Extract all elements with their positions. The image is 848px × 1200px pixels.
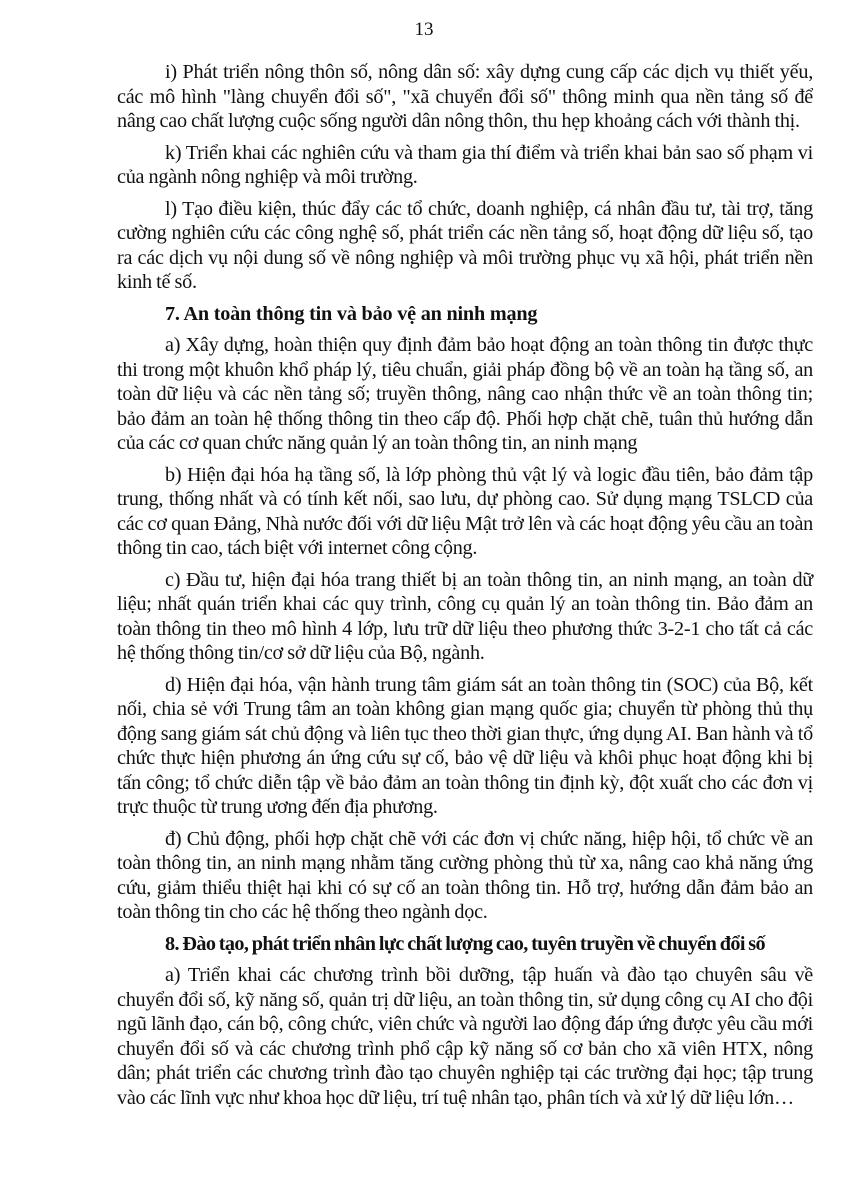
section-7-paragraph-a: a) Xây dựng, hoàn thiện quy định đảm bảo hoạt động an toàn thông tin được thực thi trong một khuôn khổ pháp lý, tiêu chuẩn, giải pháp đồng bộ về an toàn hạ tầng số, an toàn dữ liệu và các nền tảng số; truyền thông, nâng cao nhận thức về an toàn thông tin; bảo đảm an toàn hệ thống thông tin theo cấp độ. Phối hợp chặt chẽ, tuân thủ hướng dẫn của các cơ quan chức năng quản lý an toàn thông tin, an ninh mạng — [117, 334, 813, 454]
section-7-paragraph-d: d) Hiện đại hóa, vận hành trung tâm giám sát an toàn thông tin (SOC) của Bộ, kết nối, chia sẻ với Trung tâm an toàn không gian mạng quốc gia; chuyển từ phòng thủ thụ động sang giám sát chủ động và liên tục theo thời gian thực, ứng dụng AI. Ban hành và tổ chức thực hiện phương án ứng cứu sự cố, bảo vệ dữ liệu và khôi phục hoạt động khi bị tấn công; tổ chức diễn tập về bảo đảm an toàn thông tin định kỳ, đột xuất cho các đơn vị trực thuộc từ trung ương đến địa phương. — [117, 673, 813, 818]
paragraph-i-digital-rural: i) Phát triển nông thôn số, nông dân số: xây dựng cung cấp các dịch vụ thiết yếu, các mô hình "làng chuyển đổi số", "xã chuyển đổi số" thông minh qua nền tảng số để nâng cao chất lượng cuộc sống người dân nông thôn, thu hẹp khoảng cách với thành thị. — [117, 61, 813, 132]
section-8-heading: 8. Đào tạo, phát triển nhân lực chất lượng cao, tuyên truyền về chuyển đổi số — [165, 932, 766, 955]
paragraph-l-investment: l) Tạo điều kiện, thúc đẩy các tổ chức, doanh nghiệp, cá nhân đầu tư, tài trợ, tăng cường nghiên cứu các công nghệ số, phát triển các nền tảng số, hoạt động dữ liệu số, tạo ra các dịch vụ nội dung số về nông nghiệp và môi trường phục vụ xã hội, phát triển nền kinh tế số. — [117, 197, 813, 293]
section-7-paragraph-dd: đ) Chủ động, phối hợp chặt chẽ với các đơn vị chức năng, hiệp hội, tổ chức về an toàn thông tin, an ninh mạng nhằm tăng cường phòng thủ từ xa, nâng cao khả năng ứng cứu, giảm thiểu thiệt hại khi có sự cố an toàn thông tin. Hỗ trợ, hướng dẫn đảm bảo an toàn thông tin cho các hệ thống theo ngành dọc. — [117, 827, 813, 923]
page-content — [117, 60, 813, 1117]
section-7-information-security — [117, 302, 813, 925]
page-number: 13 — [414, 19, 434, 40]
section-8-paragraph-a: a) Triển khai các chương trình bồi dưỡng, tập huấn và đào tạo chuyên sâu về chuyển đổi số, kỹ năng số, quản trị dữ liệu, an toàn thông tin, sử dụng công cụ AI cho đội ngũ lãnh đạo, cán bộ, công chức, viên chức và người lao động đáp ứng được yêu cầu mới chuyển đổi số và các chương trình phổ cập kỹ năng số cơ bản cho xã viên HTX, nông dân; phát triển các chương trình đào tạo chuyên nghiệp tại các trường đại học; tập trung vào các lĩnh vực như khoa học dữ liệu, trí tuệ nhân tạo, phân tích và xử lý dữ liệu lớn… — [117, 964, 813, 1109]
section-7-paragraph-b: b) Hiện đại hóa hạ tầng số, là lớp phòng thủ vật lý và logic đầu tiên, bảo đảm tập trung, thống nhất và có tính kết nối, sao lưu, dự phòng cao. Sử dụng mạng TSLCD của các cơ quan Đảng, Nhà nước đối với dữ liệu Mật trở lên và các hoạt động yêu cầu an toàn thông tin cao, tách biệt với internet công cộng. — [117, 463, 813, 559]
section-8-training — [117, 932, 813, 1111]
paragraph-k-digital-twin: k) Triển khai các nghiên cứu và tham gia thí điểm và triển khai bản sao số phạm vi của ngành nông nghiệp và môi trường. — [117, 141, 813, 188]
section-7-paragraph-c: c) Đầu tư, hiện đại hóa trang thiết bị an toàn thông tin, an ninh mạng, an toàn dữ liệu; nhất quán triển khai các quy trình, công cụ quản lý an toàn thông tin. Bảo đảm an toàn thông tin theo mô hình 4 lớp, lưu trữ dữ liệu theo phương thức 3-2-1 cho tất cả các hệ thống thông tin/cơ sở dữ liệu của Bộ, ngành. — [117, 568, 813, 664]
section-7-heading: 7. An toàn thông tin và bảo vệ an ninh mạng — [165, 302, 538, 325]
